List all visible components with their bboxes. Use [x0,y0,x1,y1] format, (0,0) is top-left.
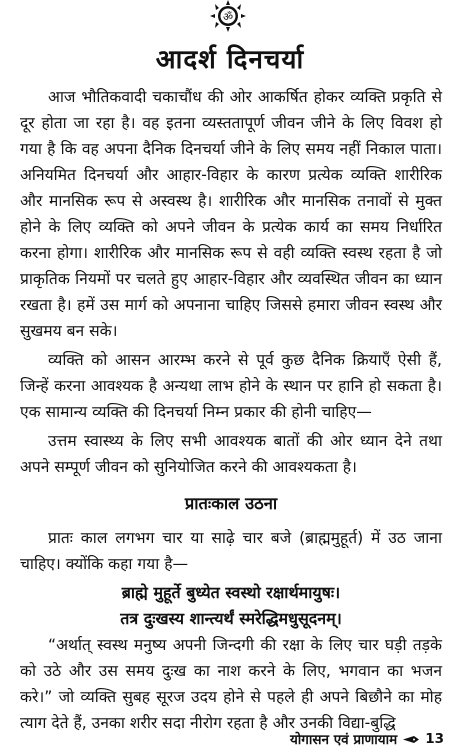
page-footer [290,730,444,748]
paragraph: व्यक्ति को आसन आरम्भ करने से पूर्व कुछ दैनिक क्रियाएँ ऐसी हैं, जिन्हें करना आवश्यक है अन्यथा लाभ होने के स्थान पर हानि हो सकता है। एक सामान्य व्यक्ति की दिनचर्या निम्न प्रकार की होनी चाहिए— [20,351,442,421]
paragraph: आज भौतिकवादी चकाचौंध की ओर आकर्षित होकर व्यक्ति प्रकृति से दूर होता जा रहा है। वह इतना व्यस्ततापूर्ण जीवन जीने के लिए विवश हो गया है कि वह अपना दैनिक दिनचर्या जीने के लिए समय नहीं निकाल पाता। अनियमित दिनचर्या और आहार-विहार के कारण प्रत्येक व्यक्ति शारीरिक और मानसिक रूप से अस्वस्थ है। शारीरिक और मानसिक तनावों से मुक्त होने के लिए व्यक्ति को अपने जीवन के प्रत्येक कार्य का समय निर्धारित करना होगा। शारीरिक और मानसिक रूप से वही व्यक्ति स्वस्थ रहता है जो प्राकृतिक नियमों पर चलते हुए आहार-विहार और व्यवस्थित जीवन का ध्यान रखता है। हमें उस मार्ग को अपनाना चाहिए जिससे हमारा जीवन स्वस्थ और सुखमय बन सके। [20,88,442,340]
book-title: योगासन एवं प्राणायाम [289,732,398,748]
sanskrit-verse-line: ब्राह्मे मुहूर्ते बुध्येत स्वस्थो रक्षार्थमायुषः। [121,583,341,602]
paragraph: प्रातः काल लगभग चार या साढ़े चार बजे (ब्राह्ममुहूर्त) में उठ जाना चाहिए। क्योंकि कहा गया है— [20,529,442,573]
svg-text:ॐ: ॐ [222,10,234,24]
page-title: आदर्श दिनचर्या [155,45,305,75]
paragraph: उत्तम स्वास्थ्य के लिए सभी आवश्यक बातों की ओर ध्यान देने तथा अपने सम्पूर्ण जीवन को सुनियोजित करने की आवश्यकता है। [20,432,442,476]
sanskrit-verse-line: तत्र दुःखस्य शान्त्यर्थं स्मरेद्धिमधुसूदनम्। [120,609,342,628]
page-number: 13 [425,731,444,747]
section-heading: प्रातःकाल उठना [184,494,278,513]
pen-nib-icon [402,735,420,744]
paragraph: “अर्थात् स्वस्थ मनुष्य अपनी जिन्दगी की रक्षा के लिए चार घड़ी तड़के को उठे और उस समय दुःख का नाश करने के लिए, भगवान का भजन करे।” जो व्यक्ति सुबह सूरज उदय होने से पहले ही अपने बिछौने का मोह त्याग देते हैं, उनका शरीर सदा नीरोग रहता है और उनकी विद्या-बुद्धि [20,636,442,732]
om-sun-icon [206,0,250,36]
page-body [20,84,442,739]
